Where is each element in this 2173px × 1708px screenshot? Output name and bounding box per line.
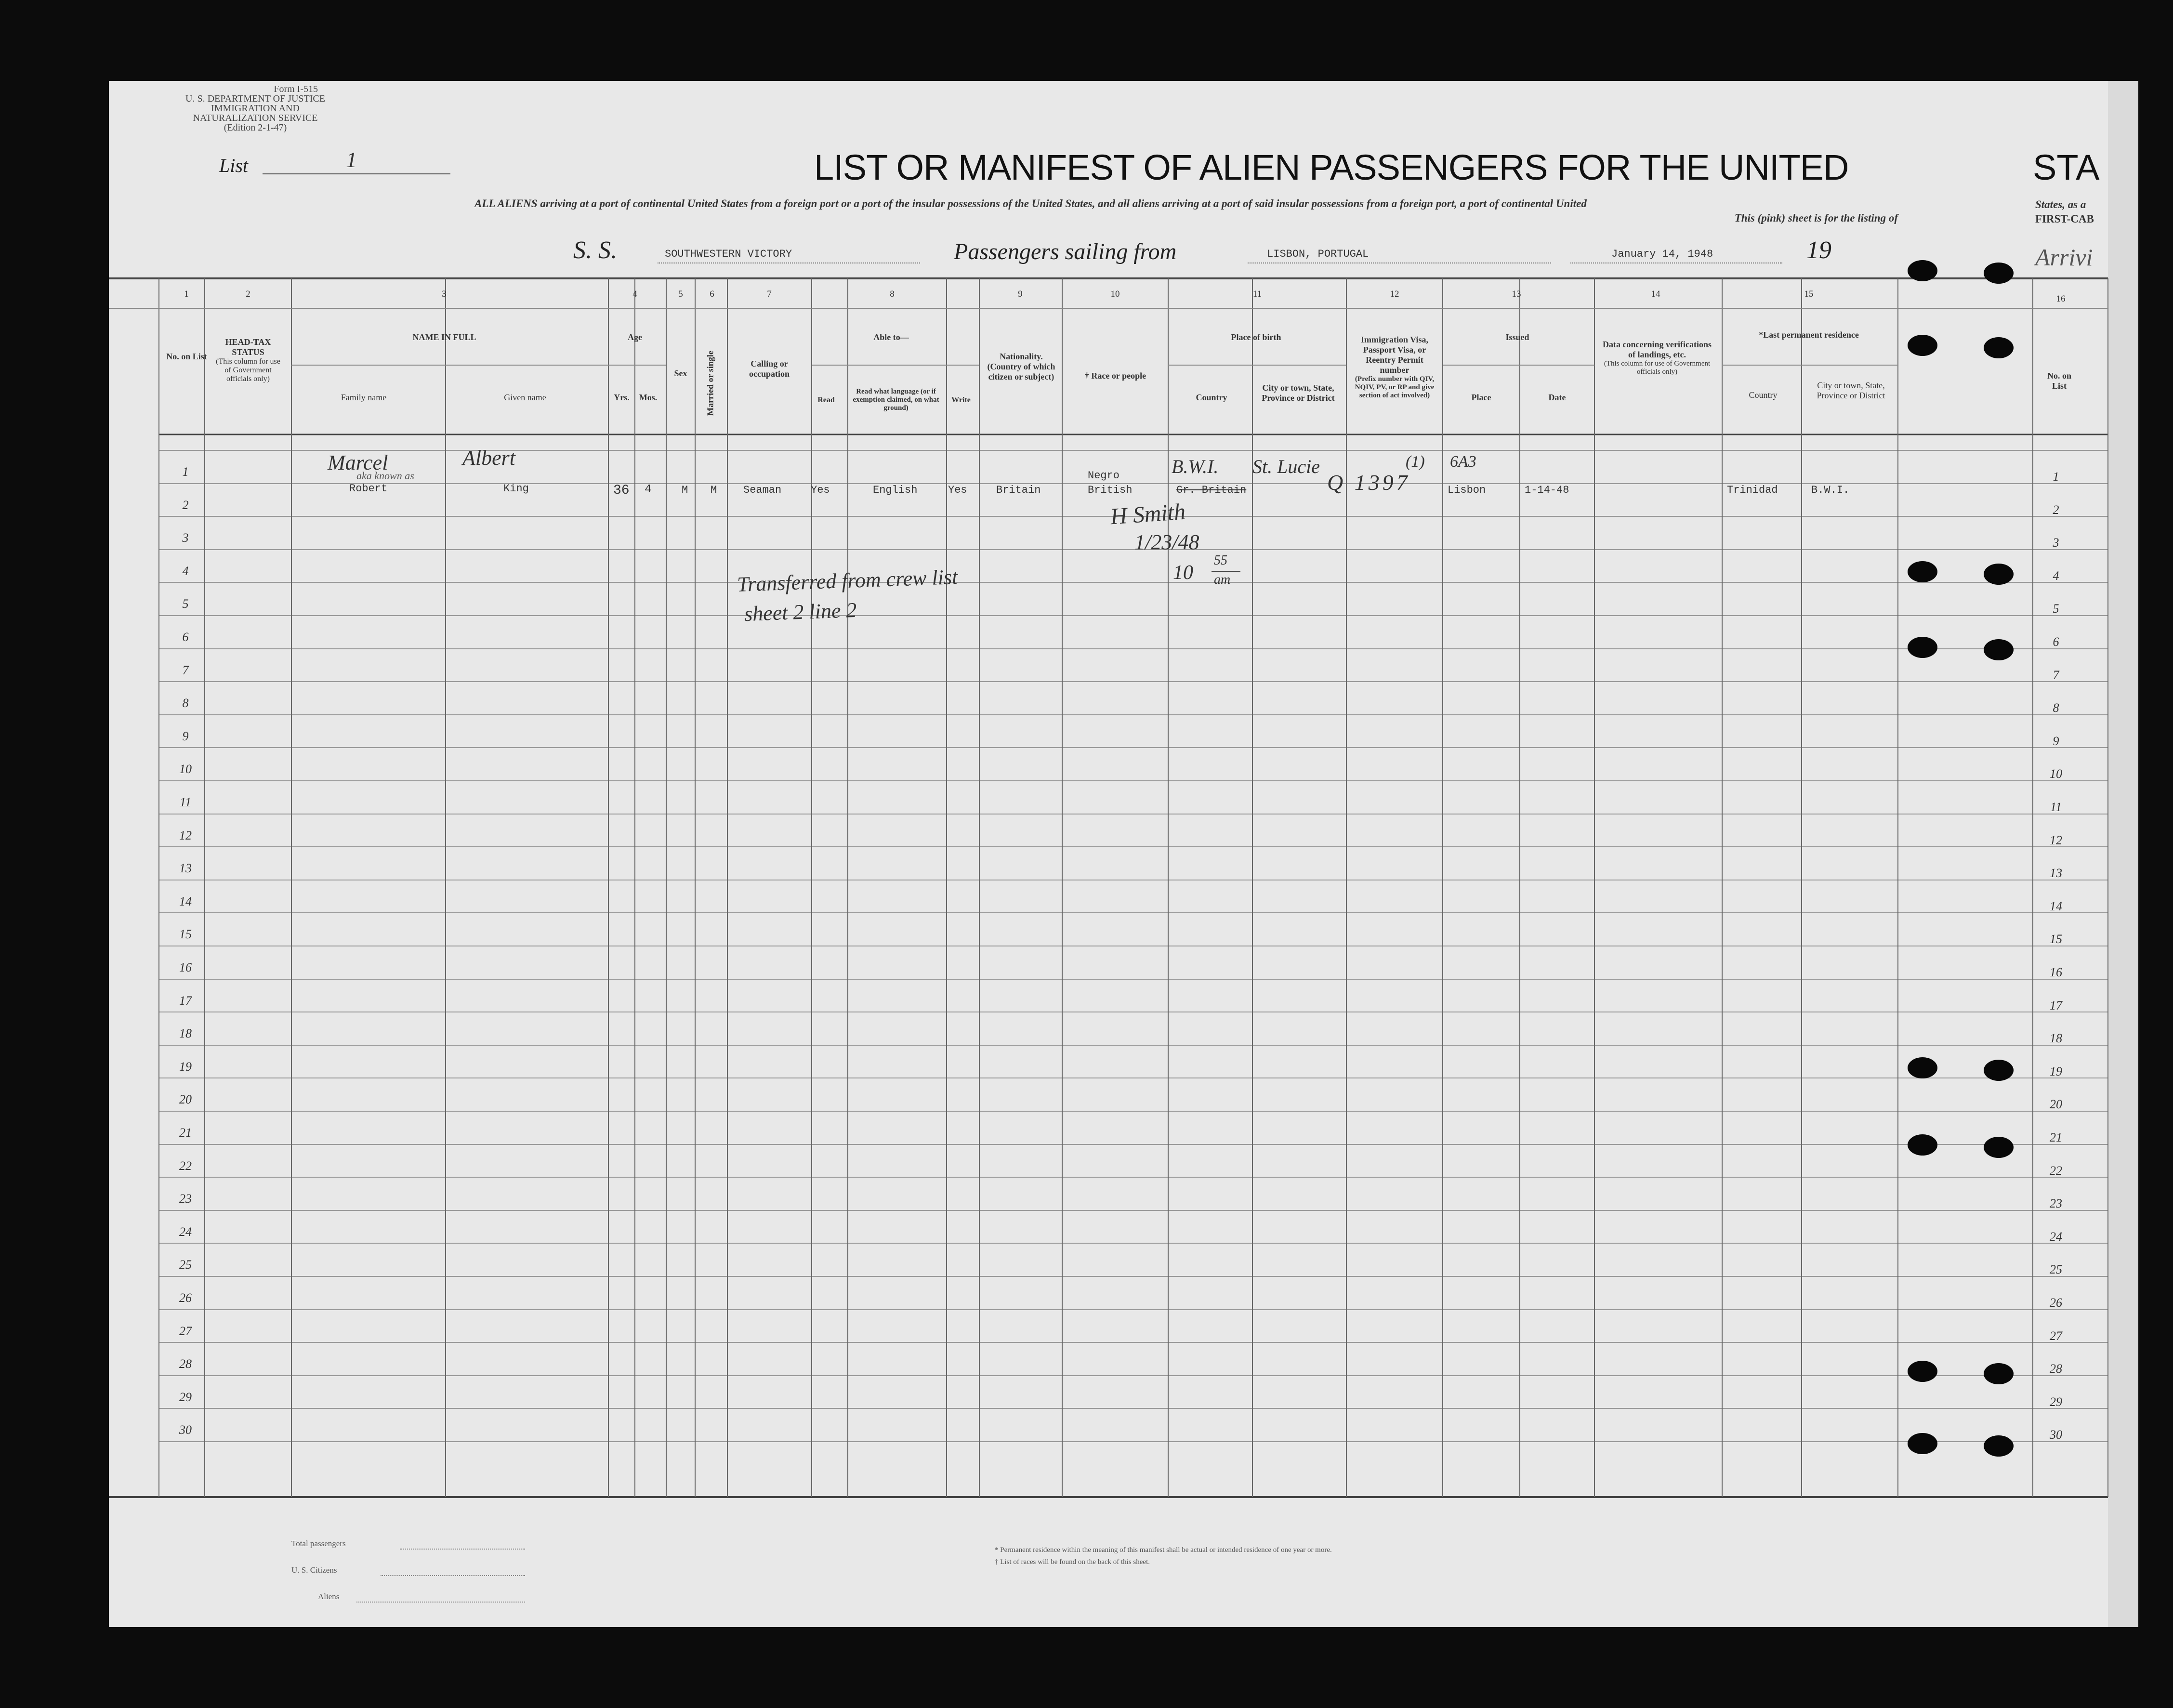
- family-name: Robert: [349, 483, 388, 495]
- hdr-age-yrs: Yrs.: [614, 393, 630, 402]
- row-number-right: 6: [2053, 635, 2059, 649]
- col-num-11: 11: [1252, 289, 1262, 299]
- row-number: 24: [179, 1225, 192, 1239]
- form-id-line: IMMIGRATION AND NATURALIZATION SERVICE: [193, 103, 318, 123]
- birth-country-typed: Gr. Britain: [1176, 484, 1247, 496]
- hdr-residence-city: City or town, State, Province or District: [1817, 381, 1885, 400]
- hdr-issued-date: Date: [1548, 393, 1566, 402]
- write-value: Yes: [948, 484, 967, 496]
- row-number-right: 13: [2050, 866, 2062, 880]
- row-number: 15: [179, 927, 192, 941]
- row-number-right: 17: [2050, 999, 2062, 1012]
- age-months: 4: [645, 483, 652, 496]
- binder-hole: [1908, 335, 1937, 356]
- nationality-value: Britain: [996, 484, 1041, 496]
- form-id-line: (Edition 2-1-47): [224, 122, 287, 133]
- hdr-age: Age: [628, 332, 642, 342]
- row-number-right: 2: [2053, 503, 2059, 517]
- row-number: 29: [179, 1390, 192, 1404]
- sex-value: M: [682, 484, 688, 496]
- hdr-verifications: [1602, 340, 1712, 376]
- hdr-write: Write: [951, 396, 971, 404]
- row-number: 3: [182, 531, 189, 545]
- transfer-note-line2: sheet 2 line 2: [744, 598, 857, 626]
- hdr-birth-city: City or town, State, Province or District: [1262, 383, 1335, 403]
- row-number: 10: [179, 762, 192, 776]
- binder-hole: [1984, 337, 2014, 358]
- transfer-note-line1: Transferred from crew list: [737, 565, 959, 596]
- row-number-right: 24: [2050, 1230, 2062, 1244]
- issued-place-value: Lisbon: [1448, 484, 1486, 496]
- row-number-right: 20: [2050, 1097, 2062, 1111]
- page-subtitle: ALL ALIENS arriving at a port of continental United States from a foreign port or a port of the insular possessions of the United States, and all aliens arriving at a port of said insular possessions from a foreign port, a port of continental United: [474, 197, 1587, 210]
- sailing-port: LISBON, PORTUGAL: [1267, 248, 1369, 260]
- row-number: 30: [179, 1423, 192, 1437]
- row-number-right: 10: [2050, 767, 2062, 781]
- row-number-right: 27: [2050, 1329, 2062, 1343]
- occupation-value: Seaman: [743, 484, 782, 496]
- list-label: List: [219, 155, 249, 176]
- hdr-no-on-list: No. on List: [166, 352, 207, 361]
- row-number-right: 1: [2053, 470, 2059, 484]
- footer-aliens: Aliens: [318, 1592, 340, 1601]
- binder-hole: [1908, 1134, 1937, 1156]
- row-number-right: 21: [2050, 1130, 2062, 1144]
- hdr-head-tax: [212, 337, 284, 383]
- hdr-able-to: Able to—: [873, 332, 909, 342]
- row-number-right: 28: [2050, 1362, 2062, 1376]
- ss-label: S. S.: [573, 236, 617, 264]
- row-number: 19: [179, 1060, 192, 1074]
- birth-country-handwritten: B.W.I.: [1172, 456, 1219, 477]
- time-fraction-bar: [1212, 571, 1240, 572]
- binder-hole: [1908, 1361, 1937, 1382]
- col-num-13: 13: [1512, 289, 1521, 299]
- ship-name: SOUTHWESTERN VICTORY: [665, 248, 792, 260]
- col-num-10: 10: [1110, 289, 1120, 299]
- residence-country-value: Trinidad: [1727, 484, 1778, 496]
- binder-hole: [1984, 564, 2014, 585]
- row-number: 22: [179, 1159, 192, 1173]
- page-subtitle-line2: This (pink) sheet is for the listing of: [1734, 212, 1898, 224]
- row-number: 8: [182, 696, 189, 710]
- row-number: 9: [182, 729, 189, 743]
- hdr-read-language: Read what language (or if exemption claimed, on what ground): [853, 388, 939, 412]
- row-number: 20: [179, 1092, 192, 1106]
- binder-hole: [1984, 1060, 2014, 1081]
- row-number-right: 5: [2053, 602, 2059, 616]
- col-num-6: 6: [710, 289, 714, 299]
- page-title: LIST OR MANIFEST OF ALIEN PASSENGERS FOR THE UNITED: [814, 147, 1849, 187]
- hdr-married-single: Married or single: [705, 351, 715, 416]
- row-number-right: 29: [2050, 1395, 2062, 1409]
- hdr-no-on-list-right: No. on List: [2047, 371, 2071, 391]
- binder-hole: [1984, 1137, 2014, 1158]
- row-number: 2: [182, 498, 189, 512]
- form-id-line: Form I-515: [274, 84, 318, 94]
- footer-note-races: † List of races will be found on the back of this sheet.: [995, 1558, 1150, 1566]
- row-number-right: 30: [2050, 1428, 2062, 1442]
- row-number: 27: [179, 1324, 192, 1338]
- year-prefix: 19: [1806, 236, 1831, 264]
- col-num-15: 15: [1804, 289, 1814, 299]
- hdr-family-name: Family name: [341, 393, 387, 402]
- row-number: 16: [179, 960, 192, 974]
- residence-city-value: B.W.I.: [1811, 484, 1850, 496]
- sailing-date: January 14, 1948: [1611, 248, 1713, 260]
- right-edge-text-2: FIRST-CAB: [2035, 213, 2094, 225]
- row-number-right: 22: [2050, 1164, 2062, 1178]
- col-num-16: 16: [2056, 294, 2066, 304]
- row-number: 21: [179, 1126, 192, 1140]
- language-value: English: [873, 484, 918, 496]
- time-minutes: 55: [1214, 553, 1227, 568]
- hdr-nationality: Nationality. (Country of which citizen or subject): [987, 352, 1055, 381]
- hdr-visa-label: Immigration Visa, Passport Visa, or Reentry Permit number: [1360, 335, 1428, 375]
- row-number-right: 4: [2053, 569, 2059, 583]
- issued-handwritten: 6A3: [1450, 453, 1476, 471]
- issued-date-value: 1-14-48: [1525, 484, 1569, 496]
- race-line2: British: [1088, 484, 1133, 496]
- given-name: King: [503, 483, 529, 495]
- hdr-head-tax-label: HEAD-TAX STATUS: [225, 337, 271, 357]
- hdr-verifications-note: (This column for use of Government officials only): [1604, 360, 1711, 376]
- row-number: 18: [179, 1026, 192, 1040]
- row-number: 17: [179, 994, 192, 1008]
- row-number-right: 25: [2050, 1262, 2062, 1276]
- row-number-right: 14: [2050, 899, 2062, 913]
- row-number-right: 8: [2053, 701, 2059, 715]
- binder-hole: [1984, 1435, 2014, 1457]
- row-number: 6: [182, 630, 189, 644]
- sailing-label: Passengers sailing from: [954, 239, 1177, 264]
- read-value: Yes: [811, 484, 830, 496]
- hdr-last-residence: *Last permanent residence: [1759, 330, 1859, 340]
- binder-hole: [1908, 1057, 1937, 1078]
- col-num-2: 2: [246, 289, 250, 299]
- hdr-issued-place: Place: [1471, 393, 1491, 402]
- row-number-right: 16: [2050, 965, 2062, 979]
- visa-number: Q 1397: [1327, 470, 1410, 495]
- hdr-issued: Issued: [1505, 332, 1529, 342]
- race-line1: Negro: [1088, 470, 1120, 482]
- hdr-residence-country: Country: [1749, 390, 1778, 400]
- binder-hole: [1908, 561, 1937, 582]
- row-number: 5: [182, 597, 189, 611]
- row-number: 25: [179, 1258, 192, 1272]
- row-number-right: 19: [2050, 1064, 2062, 1078]
- row-number: 7: [182, 663, 189, 677]
- footer-us-line: [381, 1575, 525, 1576]
- time-ampm: am: [1214, 572, 1231, 587]
- row-number-right: 18: [2050, 1031, 2062, 1045]
- list-number: 1: [346, 147, 357, 172]
- row-number: 13: [179, 861, 192, 875]
- binder-hole: [1908, 260, 1937, 281]
- age-years: 36: [613, 483, 630, 498]
- hdr-birth-country: Country: [1196, 393, 1227, 402]
- family-name-handwritten: Marcel: [328, 451, 388, 474]
- row-number-right: 11: [2050, 800, 2062, 814]
- hdr-age-mos: Mos.: [639, 393, 658, 402]
- signature-date: 1/23/48: [1134, 530, 1199, 554]
- page-title-continuation: STA: [2033, 147, 2100, 187]
- right-edge-text: States, as a: [2035, 198, 2086, 210]
- arriving-label: Arrivi: [2035, 244, 2093, 271]
- col-num-8: 8: [890, 289, 895, 299]
- given-name-handwritten: Albert: [462, 446, 515, 470]
- hdr-visa: [1351, 335, 1438, 400]
- hdr-race: † Race or people: [1084, 371, 1146, 381]
- col-num-12: 12: [1390, 289, 1399, 299]
- row-number-right: 15: [2050, 932, 2062, 946]
- footer-aliens-line: [356, 1602, 525, 1603]
- row-number-right: 26: [2050, 1296, 2062, 1310]
- hdr-visa-note: (Prefix number with QIV, NQIV, PV, or RP and give section of act involved): [1355, 375, 1435, 399]
- footer-note-residence: * Permanent residence within the meaning of this manifest shall be actual or intended residence of one year or more.: [995, 1546, 1332, 1554]
- hdr-verifications-label: Data concerning verifications of landings, etc.: [1603, 340, 1712, 359]
- binder-hole: [1984, 1363, 2014, 1384]
- footer-total-passengers: Total passengers: [291, 1539, 346, 1548]
- row-number: 11: [179, 795, 192, 809]
- col-num-7: 7: [767, 289, 772, 299]
- row-number: 14: [179, 894, 192, 908]
- family-name-alias: aka known as: [356, 470, 414, 482]
- row-number-right: 23: [2050, 1196, 2062, 1210]
- row-number: 26: [179, 1291, 192, 1305]
- col-num-5: 5: [678, 289, 683, 299]
- col-num-1: 1: [184, 289, 189, 299]
- hdr-given-name: Given name: [504, 393, 546, 402]
- visa-mark: (1): [1406, 453, 1425, 471]
- hdr-read: Read: [817, 396, 835, 404]
- binder-hole: [1908, 637, 1937, 658]
- row-number: 4: [182, 564, 189, 578]
- col-num-4: 4: [632, 289, 637, 299]
- hdr-sex: Sex: [674, 368, 687, 378]
- row-number-right: 7: [2053, 668, 2059, 682]
- marital-value: M: [711, 484, 717, 496]
- hdr-occupation: Calling or occupation: [749, 359, 790, 379]
- time-value: 10: [1173, 562, 1193, 584]
- row-number: 12: [179, 828, 192, 842]
- row-number: 23: [179, 1192, 192, 1206]
- row-number: 1: [182, 465, 189, 479]
- official-signature: H Smith: [1109, 499, 1186, 530]
- hdr-name-in-full: NAME IN FULL: [412, 332, 476, 342]
- col-num-9: 9: [1018, 289, 1023, 299]
- col-num-3: 3: [442, 289, 447, 299]
- binder-hole: [1984, 639, 2014, 660]
- row-number-right: 3: [2053, 536, 2059, 550]
- footer-total-line: [400, 1549, 525, 1550]
- form-id-line: U. S. DEPARTMENT OF JUSTICE: [185, 93, 325, 104]
- binder-hole: [1984, 263, 2014, 284]
- footer-us-citizens: U. S. Citizens: [291, 1565, 337, 1575]
- hdr-head-tax-note: (This column for use of Government officials only): [216, 357, 280, 383]
- row-number-right: 12: [2050, 833, 2062, 847]
- row-number-right: 9: [2053, 734, 2059, 748]
- col-num-14: 14: [1651, 289, 1660, 299]
- binder-hole: [1908, 1433, 1937, 1454]
- birth-city-handwritten: St. Lucie: [1252, 456, 1320, 477]
- row-number: 28: [179, 1357, 192, 1371]
- hdr-place-of-birth: Place of birth: [1231, 332, 1281, 342]
